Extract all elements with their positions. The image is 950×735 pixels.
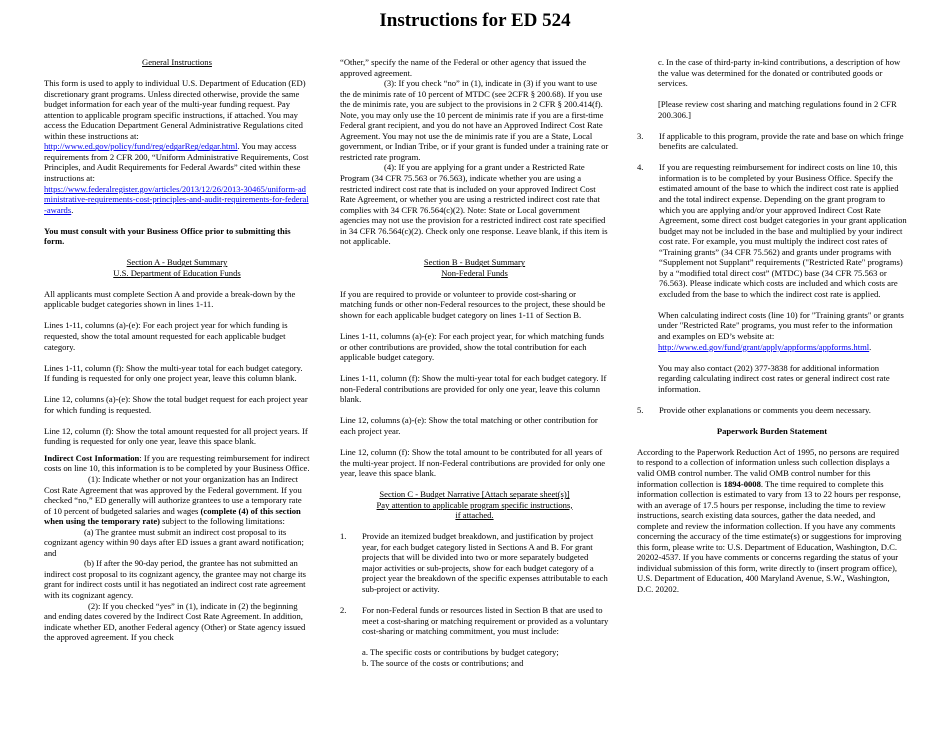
section-a-para-2: Lines 1-11, columns (a)-(e): For each project year for which funding is requested, show the total amount requested for each applicable budget category. xyxy=(44,320,288,352)
cost-sharing-review-note: [Please review cost sharing and matching regulations found in 2 CFR 200.306.] xyxy=(658,99,897,120)
column-3 xyxy=(637,57,907,595)
section-b-subheading: Non-Federal Funds xyxy=(441,267,508,278)
section-a-para-3: Lines 1-11, column (f): Show the multi-year total for each budget category. If funding is requested for only one project year, leave this column blank. xyxy=(44,362,303,384)
section-a-para-1: All applicants must complete Section A and provide a break-down by the applicable budget categories shown in lines 1-11. xyxy=(44,288,296,310)
consult-business-office: You must consult with your Business Office prior to submitting this form. xyxy=(44,225,291,247)
indirect-cost-item-4: (4): If you are applying for a grant under a Restricted Rate Program (34 CFR 75.563 or 76.563), indicate whether you are using a restricted indirect cost rate that is included on your approved Indirect Cost Rate Agreement, or whether you are using a restricted indirect cost rate that complies with 34 CFR 76.564(c)(2). Note: State or Local government agencies may not use the provision for a restricted indirect cost rate specified in 34 CFR 76.564(c)(2). Check only one response. Leave blank, if this item is not applicable. xyxy=(340,162,608,247)
narrative-item-4-contact: You may also contact (202) 377-3838 for additional information regarding calculating indirect cost rates or general indirect cost rate information. xyxy=(658,362,890,394)
narrative-item-3: 3. If applicable to this program, provide the rate and base on which fringe benefits are calculated. xyxy=(637,130,904,152)
column-2 xyxy=(340,57,609,668)
section-b-heading: Section B - Budget Summary xyxy=(423,257,526,268)
general-intro: This form is used to apply to individual U.S. Department of Education (ED) discretionary grant programs. Unless directed otherwise, provide the same budget information for each year of the multi-year funding request. Pay attention to applicable program specific instructions, if attached. You may access the Education Department General Administrative Regulations cited within these instructions at: http://www.ed.gov/policy/fund/reg/edgarReg/edgar.html. You may access requirements from 2 CFR 200, “Uniform Administrative Requirements, Cost Principles, and Audit Requirements for Federal Awards” cited within these instructions at: https://www.federalregister.gov/articles/2013/12/26/2013-30465/uniform-administrative-requirements-cost-principles-and-audit-requirements-for-federal-awards. xyxy=(44,78,309,215)
narrative-item-1: 1. Provide an itemized budget breakdown, and justification by project year, for each budget category listed in Sections A and B. For grant projects that will be divided into two or more separately budgeted major activities or sub-projects, show for each budget category of a project year the breakdown of the specific expenses attributable to each sub-project or activity. xyxy=(340,531,608,594)
indirect-cost-info: Indirect Cost Information: If you are requesting reimbursement for indirect costs on line 10, this information is to be completed by your Business Office. xyxy=(44,452,310,474)
section-b-para-4: Line 12, columns (a)-(e): Show the total matching or other contribution for each project year. xyxy=(340,415,598,436)
section-a-subheading: U.S. Department of Education Funds xyxy=(113,267,241,278)
narrative-item-4-training: When calculating indirect costs (line 10) for "Training grants" or grants under "Restricted Rate" programs, you must refer to the information and examples on ED’s website at: http://www.ed.gov/fund/grant/apply/appforms/appforms.html. xyxy=(658,309,904,352)
narrative-item-5: 5. Provide other explanations or comments you deem necessary. xyxy=(637,404,871,415)
indirect-cost-item-1b: (b) If after the 90-day period, the grantee has not submitted an indirect cost proposal to its cognizant agency, the grantee may not charge its grant for indirect costs until it has negotiated an indirect cost rate agreement with its cognizant agency. xyxy=(44,558,307,600)
narrative-item-2c: c. In the case of third-party in-kind contributions, a description of how the value was determined for the donated or contributed goods or services. xyxy=(658,57,901,89)
section-b-para-1: If you are required to provide or volunteer to provide cost-sharing or matching funds or other non-Federal resources to the project, these should be shown for each applicable budget category on lines 1-11 of Section B. xyxy=(340,288,606,321)
paperwork-burden-statement: According to the Paperwork Reduction Act of 1995, no persons are required to respond to a collection of information unless such collection displays a valid OMB control number. The valid OMB control number for this information collection is 1894-0008. The time required to complete this information collection is estimated to vary from 13 to 22 hours per response, with an average of 17.5 hours per response, including the time to review instructions, search existing data sources, gather the data needed, and complete and review the information collection. If you have any comments concerning the accuracy of the time estimate(s) or suggestions for improving this form, please write to: U.S. Department of Education, Washington, D.C. 20202-4537. If you have comments or concerns regarding the status of your individual submission of this form, write directly to (insert program office), U.S. Department of Education, 400 Maryland Avenue, S.W., Washington, D.C. 20202. xyxy=(637,446,902,594)
indirect-cost-item-1a: (a) The grantee must submit an indirect cost proposal to its cognizant agency within 90 days after ED issues a grant award notification; and xyxy=(44,526,304,558)
narrative-item-2b: b. The source of the costs or contributions; and xyxy=(362,657,524,668)
federal-register-link[interactable]: https://www.federalregister.gov/articles/2013/12/26/2013-30465/uniform-administrative-requirements-cost-principles-and-audit-requirements-for-federal-awards xyxy=(44,183,309,215)
indirect-cost-item-3: (3): If you check “no” in (1), indicate in (3) if you want to use the de minimis rate of 10 percent of MTDC (see 2CFR § 200.68). If you use the de minimis rate, you are subject to the provisions in 2 CFR § 200.414(f). Note, you may only use the 10 percent de minimis rate if you are a first-time Federal grant recipient, and you do not have an Approved Indirect Cost Rate Agreement. You may not use the de minimis rate if you are a State, Local government, or Indian Tribe, or if your grant is funded under a training rate or restricted rate program. xyxy=(340,78,609,162)
section-a-para-4: Line 12, columns (a)-(e): Show the total budget request for each project year for which funding is requested. xyxy=(44,394,308,415)
section-b-para-3: Lines 1-11, column (f): Show the multi-year total for each budget category. If non-Federal contributions are provided for only one year, leave this column blank. xyxy=(340,373,607,405)
indirect-cost-item-1: (1): Indicate whether or not your organization has an Indirect Cost Rate Agreement that was approved by the Federal government. If you checked “no,” ED generally will authorize grantees to use a temporary rate of 10 percent of budgeted salaries and wages (complete (4) of this section when using the temporary rate) subject to the following limitations: xyxy=(44,473,302,527)
general-instructions-heading: General Instructions xyxy=(142,57,212,67)
section-c-subheading: Pay attention to applicable program specific instructions, xyxy=(376,499,573,510)
section-a-heading: Section A - Budget Summary xyxy=(126,257,228,268)
page-title: Instructions for ED 524 xyxy=(379,10,571,31)
column-1 xyxy=(44,57,310,643)
section-a-para-5: Line 12, column (f): Show the total amount requested for all project years. If funding is requested for only one year, leave this space blank. xyxy=(44,425,308,447)
section-b-para-2: Lines 1-11, columns (a)-(e): For each project year, for which matching funds or other contributions are provided, show the total contribution for each applicable budget category. xyxy=(340,331,604,363)
paperwork-burden-heading: Paperwork Burden Statement xyxy=(716,425,828,436)
section-b-para-5: Line 12, column (f): Show the total amount to be contributed for all years of the multi-year project. If non-Federal contributions are provided for only one year, leave this space blank. xyxy=(340,446,606,479)
section-c-subheading-2: if attached. xyxy=(455,510,494,521)
edgar-link[interactable]: http://www.ed.gov/policy/fund/reg/edgarReg/edgar.html xyxy=(44,141,238,152)
narrative-item-4: 4. If you are requesting reimbursement for indirect costs on line 10, this information is to be completed by your Business Office. Specify the estimated amount of the base to which the indirect cost rate is applied and the total indirect expense. Depending on the grant program to which you are applying and/or your approved Indirect Cost Rate Agreement, some direct cost budget categories in your grant application budget may not be included in the base and multiplied by your indirect cost rate. For example, you must multiply the indirect cost rates of “Training grants” (34 CFR 75.562) and grants under programs with “Supplement not Supplant” requirements ("Restricted Rate" programs) by a “modified total direct cost” (MTDC) base (34 CFR 75.563 or 76.563). Please indicate which costs are included and which costs are excluded from the base to which the indirect cost rate is applied. xyxy=(637,162,907,299)
appforms-link[interactable]: http://www.ed.gov/fund/grant/apply/appforms/appforms.html xyxy=(658,341,870,352)
indirect-cost-item-2: (2): If you checked “yes” in (1), indicate in (2) the beginning and ending dates covered by the Indirect Cost Rate Agreement. In addition, indicate whether ED, another Federal agency (Other) or State agency issued the approved agreement. If you check xyxy=(44,600,306,643)
narrative-item-2a: a. The specific costs or contributions by budget category; xyxy=(362,647,559,658)
indirect-cost-item-2-cont: “Other,” specify the name of the Federal or other agency that issued the approved agreement. xyxy=(340,57,587,78)
narrative-item-2: 2. For non-Federal funds or resources listed in Section B that are used to meet a cost-sharing or matching requirement or provided as a voluntary cost-sharing or matching commitment, you must include: xyxy=(340,605,609,637)
section-c-heading: Section C - Budget Narrative [Attach separate sheet(s)] xyxy=(379,489,570,500)
